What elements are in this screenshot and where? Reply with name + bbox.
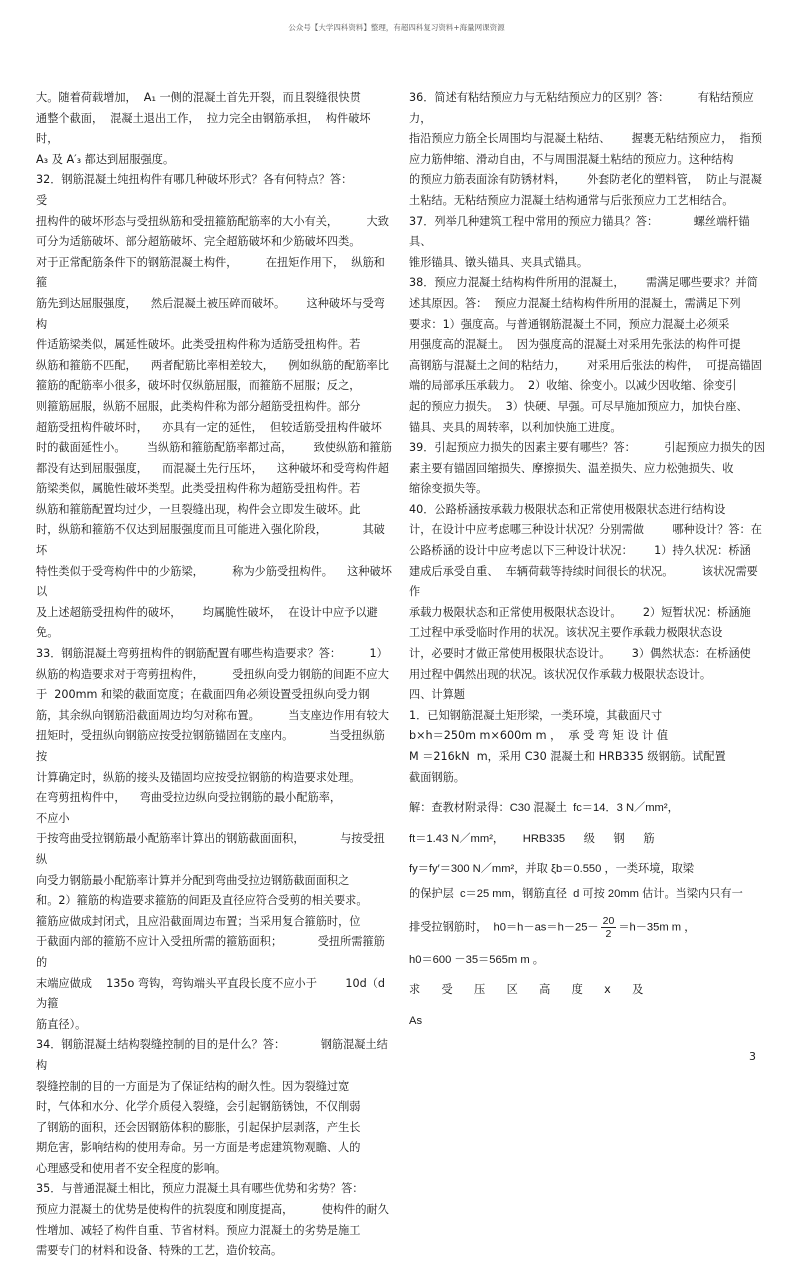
left-text-line: 于截面内部的箍筋不应计入受扭所需的箍筋面积； 受扭所需箍筋的 bbox=[36, 935, 385, 969]
left-text-line: 特性类似于受弯构件中的少筋梁， 称为少筋受扭构件。 这种破坏以 bbox=[36, 564, 392, 599]
calc-line-4: 的保护层 c＝25 mm，钢筋直径 d 可按 20mm 估计。当梁内只有一 bbox=[409, 887, 743, 900]
left-text-line: 时，纵筋和箍筋不仅达到屈服强度而且可能进入强化阶段， 其破坏 bbox=[36, 523, 385, 558]
right-text-line: 计，必要时才做正常使用极限状态设计。 3）偶然状态：在桥涵使 bbox=[409, 647, 751, 661]
left-text-line: 性增加、减轻了构件自重、节省材料。预应力混凝土的劣势是施工 bbox=[36, 1223, 361, 1237]
left-text-line: 时，气体和水分、化学介质侵入裂缝，会引起钢筋锈蚀，不仅削弱 bbox=[36, 1100, 361, 1114]
right-text-line: 应力筋伸缩、滑动自由，不与周围混凝土粘结的预应力。这种结构 bbox=[409, 152, 734, 166]
right-text-line: 用强度高的混凝土。 因为强度高的混凝土对采用先张法的构件可提 bbox=[409, 338, 741, 352]
right-text-line: 建成后承受自重、 车辆荷载等持续时间很长的状况。 该状况需要作 bbox=[409, 564, 758, 599]
right-text-line: 素主要有锚固回缩损失、摩擦损失、温差损失、应力松弛损失、收 bbox=[409, 461, 734, 475]
right-text-line: 四、计算题 bbox=[409, 688, 465, 702]
right-text-line: 截面钢筋。 bbox=[409, 770, 465, 784]
right-text-line: 38．预应力混凝土结构构件所用的混凝土， 需满足哪些要求？并简 bbox=[409, 276, 758, 290]
left-text-line: 可分为适筋破坏、部分超筋破坏、完全超筋破坏和少筋破坏四类。 bbox=[36, 235, 361, 249]
calc-hrb: ， HRB335 级 钢 筋 bbox=[492, 832, 655, 845]
right-text-line: 指沿预应力筋全长周围均与混凝土粘结、 握裹无粘结预应力， 指预 bbox=[409, 132, 762, 146]
calc-line-7: 求 受 压 区 高 度 x 及 bbox=[409, 983, 644, 997]
left-text-line: 筋先到达屈服强度， 然后混凝土被压碎而破坏。 这种破坏与受弯构 bbox=[36, 296, 385, 331]
left-text-line: 于按弯曲受拉钢筋最小配筋率计算出的钢筋截面面积， 与按受扭纵 bbox=[36, 832, 385, 866]
calc-line-5 bbox=[409, 915, 765, 940]
left-text-line: 纵筋和箍筋不匹配， 两者配筋比率相差较大， 例如纵筋的配筋率比 bbox=[36, 358, 389, 372]
left-text-line: 纵筋的构造要求对于弯剪扭构件， 受扭纵向受力钢筋的间距不应大 bbox=[36, 667, 389, 681]
page-number: 3 bbox=[749, 1050, 756, 1063]
left-text-line: 需要专门的材料和设备、特殊的工艺，造价较高。 bbox=[36, 1244, 283, 1258]
right-text-line: 要求：1）强度高。与普通钢筋混凝土不同，预应力混凝土必须采 bbox=[409, 317, 730, 331]
left-text-line: 心理感受和使用者不安全程度的影响。 bbox=[36, 1161, 227, 1175]
calc-h0-result: ＝h－35m m ， bbox=[618, 921, 696, 934]
right-text-line: 36．简述有粘结预应力与无粘结预应力的区别？答： 有粘结预应力， bbox=[409, 91, 754, 125]
left-text-line: 箍筋的配筋率小很多，破坏时仅纵筋屈服，而箍筋不屈服；反之， bbox=[36, 379, 361, 393]
right-text-line: 述其原因。答： 预应力混凝土结构构件所用的混凝土，需满足下列 bbox=[409, 296, 741, 310]
left-text-line: 箍筋应做成封闭式，且应沿截面周边布置；当采用复合箍筋时，位 bbox=[36, 914, 361, 928]
left-text-line: 筋梁类似，属脆性破坏类型。此类受扭构件称为超筋受扭构件。若 bbox=[36, 482, 361, 496]
left-text-line: 34．钢筋混凝土结构裂缝控制的目的是什么？答： 钢筋混凝土结构 bbox=[36, 1038, 388, 1072]
calc-line-3: fy＝fy′＝300 N／mm²，并取 ξb＝0.550 ，一类环境，取梁 bbox=[409, 863, 694, 876]
left-text-line: 扭矩时，受扭纵向钢筋应按受拉钢筋锚固在支座内。 当受扭纵筋按 bbox=[36, 729, 385, 763]
left-text-line: 和。2）箍筋的构造要求箍筋的间距及直径应符合受剪的相关要求。 bbox=[36, 894, 368, 908]
left-text-line: 扭构件的破坏形态与受扭纵筋和受扭箍筋配筋率的大小有关， 大致 bbox=[36, 214, 389, 228]
left-text-line: 件适筋梁类似，属延性破坏。此类受扭构件称为适筋受扭构件。若 bbox=[36, 338, 361, 352]
left-text-line: 于 200mm 和梁的截面宽度；在截面四角必须设置受扭纵向受力钢 bbox=[36, 688, 370, 702]
left-text-line: 裂缝控制的目的一方面是为了保证结构的耐久性。因为裂缝过宽 bbox=[36, 1079, 350, 1093]
right-text-line: 计，在设计中应考虑哪三种设计状况？分别需做 哪种设计？答：在 bbox=[409, 523, 762, 537]
right-text-line: 37．列举几种建筑工程中常用的预应力锚具？答： 螺丝端杆锚具、 bbox=[409, 214, 750, 249]
left-text-line: 都没有达到屈服强度， 而混凝土先行压坏， 这种破坏和受弯构件超 bbox=[36, 461, 389, 475]
left-text-line: 33．钢筋混凝土弯剪扭构件的钢筋配置有哪些构造要求？答： 1） bbox=[36, 647, 388, 661]
calc-line-2 bbox=[409, 829, 765, 850]
left-text-line: 了钢筋的面积，还会因钢筋体积的膨胀，引起保护层剥落，产生长 bbox=[36, 1120, 361, 1134]
right-text-line: 起的预应力损失。 3）快硬、早强。可尽早施加预应力，加快台座、 bbox=[409, 399, 748, 413]
right-text-line: M ＝216kN m，采用 C30 混凝土和 HRB335 级钢筋。试配置 bbox=[409, 750, 726, 763]
page-header: 公众号【大学四科资料】整理，有超四科复习资料+海量网课资源 bbox=[288, 23, 505, 32]
calc-line-8: As bbox=[409, 1014, 423, 1027]
left-text-line: 筋，其余纵向钢筋沿截面周边均匀对称布置。 当支座边作用有较大 bbox=[36, 708, 389, 722]
left-text-line: 大。随着荷载增加， A₁ 一侧的混凝土首先开裂，而且裂缝很快贯 bbox=[36, 91, 361, 104]
left-text-line: 向受力钢筋最小配筋率计算并分配到弯曲受拉边钢筋截面面积之 bbox=[36, 873, 350, 887]
calc-line-6: h0＝600 －35＝565m m 。 bbox=[409, 953, 544, 966]
right-text-line: 1．已知钢筋混凝土矩形梁，一类环境，其截面尺寸 bbox=[409, 708, 663, 722]
right-text-line: 用过程中偶然出现的状况。该状况仅作承载力极限状态设计。 bbox=[409, 667, 712, 681]
right-text-line: 的预应力筋表面涂有防锈材料， 外套防老化的塑料管， 防止与混凝 bbox=[409, 173, 762, 187]
right-text-line: 承载力极限状态和正常使用极限状态设计。 2）短暂状况：桥涵施 bbox=[409, 605, 751, 619]
left-text-line: 及上述超筋受扭构件的破坏， 均属脆性破坏， 在设计中应予以避免。 bbox=[36, 605, 378, 640]
right-text-line: 40．公路桥涵按承载力极限状态和正常使用极限状态进行结构设 bbox=[409, 502, 726, 516]
fraction-denominator: 2 bbox=[605, 927, 612, 940]
right-text-line: 缩徐变损失等。 bbox=[409, 482, 488, 496]
calc-line-1: 解：查教材附录得：C30 混凝土 fc＝14．3 N／mm²， bbox=[409, 802, 679, 815]
right-text-line: 高钢筋与混凝土之间的粘结力， 对采用后张法的构件， 可提高锚固 bbox=[409, 358, 762, 372]
right-text-line: 工过程中承受临时作用的状况。该状况主要作承载力极限状态设 bbox=[409, 626, 723, 640]
left-text-line: 则箍筋屈服，纵筋不屈服，此类构件称为部分超筋受扭构件。部分 bbox=[36, 399, 361, 413]
left-text-line: 时的截面延性小。 当纵筋和箍筋配筋率都过高， 致使纵筋和箍筋 bbox=[36, 441, 392, 455]
left-text-line: 通整个截面， 混凝土退出工作， 拉力完全由钢筋承担， 构件破坏时， bbox=[36, 111, 371, 146]
left-column bbox=[36, 88, 392, 1262]
right-text-line: 39．引起预应力损失的因素主要有哪些？答： 引起预应力损失的因 bbox=[409, 441, 765, 455]
right-text-line: 端的局部承压承载力。 2）收缩、徐变小。以减少因收缩、徐变引 bbox=[409, 379, 737, 393]
right-text-line: 公路桥涵的设计中应考虑以下三种设计状况： 1）持久状况：桥涵 bbox=[409, 544, 751, 558]
left-text-line: 期危害，影响结构的使用寿命。另一方面是考虑建筑物观瞻、人的 bbox=[36, 1141, 361, 1155]
left-text-line: 纵筋和箍筋配置均过少，一旦裂缝出现，构件会立即发生破坏。此 bbox=[36, 502, 361, 516]
left-text-line: 在弯剪扭构件中， 弯曲受拉边纵向受拉钢筋的最小配筋率， 不应小 bbox=[36, 791, 384, 825]
right-column-text bbox=[409, 88, 765, 788]
fraction bbox=[601, 915, 617, 940]
fraction-numerator: 20 bbox=[602, 914, 615, 927]
left-text-line: 35．与普通混凝土相比，预应力混凝土具有哪些优势和劣势？答： bbox=[36, 1182, 364, 1196]
left-text-line: 预应力混凝土的优势是使构件的抗裂度和刚度提高， 使构件的耐久 bbox=[36, 1203, 389, 1217]
left-text-line: 超筋受扭构件破坏时， 亦具有一定的延性， 但较适筋受扭构件破坏 bbox=[36, 420, 382, 434]
right-text-line: b×h＝250m m×600m m ， 承 受 弯 矩 设 计 值 bbox=[409, 729, 669, 743]
left-text-line: A₃ 及 A′₃ 都达到屈服强度。 bbox=[36, 152, 175, 166]
left-text-line: 筋直径）。 bbox=[36, 1017, 87, 1031]
calc-h0-expr: 排受拉钢筋时， h0＝h－as＝h－25－ bbox=[409, 921, 599, 934]
left-text-line: 对于正常配筋条件下的钢筋混凝土构件， 在扭矩作用下， 纵筋和箍 bbox=[36, 255, 385, 290]
left-text-line: 末端应做成 135o 弯钩，弯钩端头平直段长度不应小于 10d（d 为箍 bbox=[36, 976, 389, 1011]
left-text-line: 32．钢筋混凝土纯扭构件有哪几种破坏形式？各有何特点？答： 受 bbox=[36, 173, 388, 207]
right-text-line: 锥形锚具、镦头锚具、夹具式锚具。 bbox=[409, 255, 589, 269]
left-text-line: 计算确定时，纵筋的接头及锚固均应按受拉钢筋的构造要求处理。 bbox=[36, 770, 361, 784]
right-column bbox=[409, 88, 765, 1031]
calc-ft: ft＝1.43 N／mm² bbox=[409, 832, 493, 845]
right-text-line: 锚具、夹具的周转率，以利加快施工进度。 bbox=[409, 420, 622, 434]
right-text-line: 土粘结。无粘结预应力混凝土结构通常与后张预应力工艺相结合。 bbox=[409, 193, 734, 207]
